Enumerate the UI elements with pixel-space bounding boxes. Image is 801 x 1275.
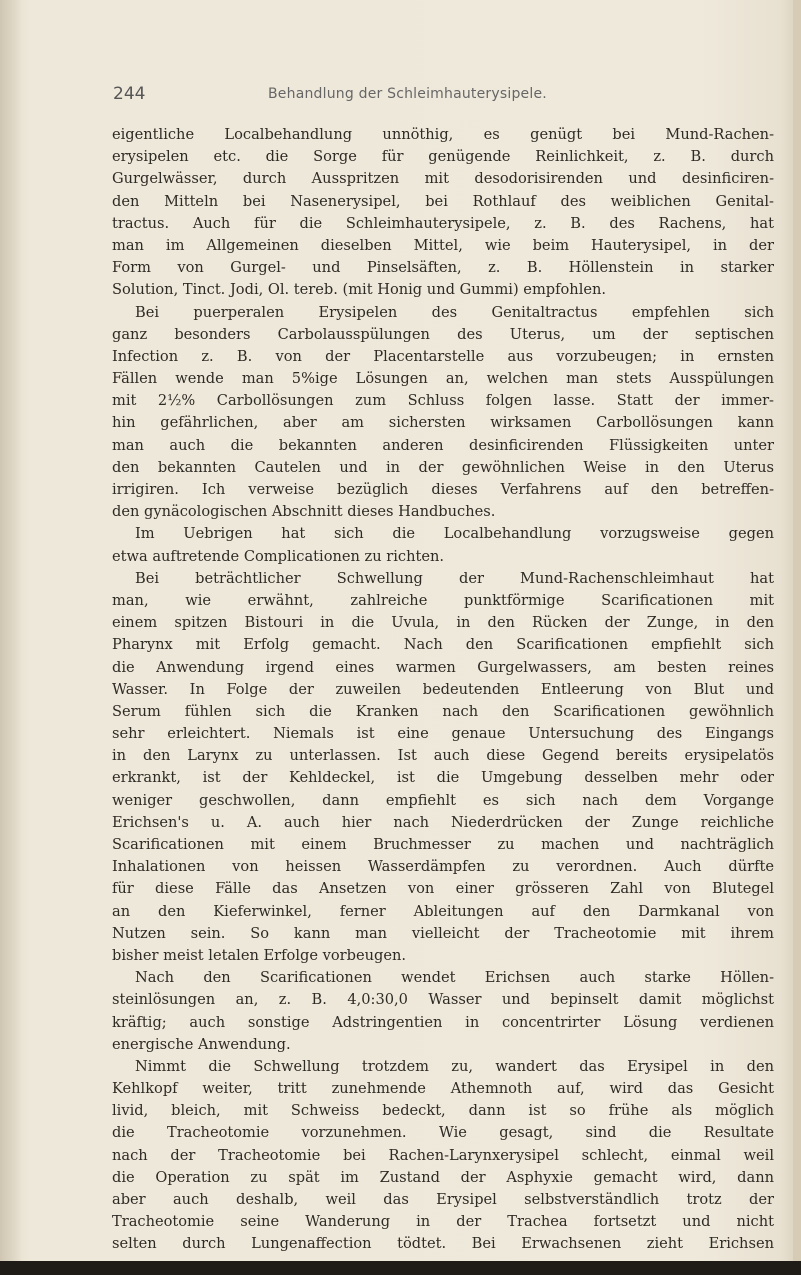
text-line: den Mitteln bei Nasenerysipel, bei Rothlauf des weiblichen Genital- <box>112 192 774 210</box>
text-line: steinlösungen an, z. B. 4,0:30,0 Wasser und bepinselt damit möglichst <box>112 991 774 1009</box>
text-line: einem spitzen Bistouri in die Uvula, in den Rücken der Zunge, in den <box>112 614 774 632</box>
text-line: Scarificationen mit einem Bruchmesser zu machen und nachträglich <box>112 836 774 853</box>
text-line: Bei puerperalen Erysipelen des Genitaltractus empfehlen sich <box>135 303 774 321</box>
text-line: selten durch Lungenaffection tödtet. Bei Erwachsenen zieht Erichsen <box>112 1235 774 1253</box>
text-line: Inhalationen von heissen Wasserdämpfen zu verordnen. Auch dürfte <box>112 858 774 876</box>
text-line: Wasser. In Folge der zuweilen bedeutenden Entleerung von Blut und <box>112 680 774 698</box>
text-line: Infection z. B. von der Placentarstelle aus vorzubeugen; in ernsten <box>112 347 774 365</box>
body-text <box>112 124 774 1256</box>
text-line: Solution, Tinct. Jodi, Ol. tereb. (mit Honig und Gummi) empfohlen. <box>112 281 607 299</box>
text-line: Fällen wende man 5%ige Lösungen an, welchen man stets Ausspülungen <box>112 370 774 388</box>
text-line: nach der Tracheotomie bei Rachen-Larynxerysipel schlecht, einmal weil <box>112 1146 774 1164</box>
text-line: ganz besonders Carbolausspülungen des Uterus, um der septischen <box>112 325 774 343</box>
text-line: Serum fühlen sich die Kranken nach den Scarificationen gewöhnlich <box>112 702 774 720</box>
text-line: hin gefährlichen, aber am sichersten wirksamen Carbollösungen kann <box>112 414 774 432</box>
text-line: man, wie erwähnt, zahlreiche punktförmige Scarificationen mit <box>112 591 774 609</box>
running-head: Behandlung der Schleimhauterysipele. <box>268 86 547 102</box>
binding-gutter <box>0 0 22 1275</box>
text-line: irrigiren. Ich verweise bezüglich dieses Verfahrens auf den betreffen- <box>112 481 774 498</box>
page-edge <box>793 0 801 1275</box>
text-line: Nutzen sein. So kann man vielleicht der Tracheotomie mit ihrem <box>112 924 774 942</box>
text-line: etwa auftretende Complicationen zu richten. <box>112 547 445 565</box>
text-line: in den Larynx zu unterlassen. Ist auch diese Gegend bereits erysipelatös <box>112 747 774 765</box>
text-line: für diese Fälle das Ansetzen von einer grösseren Zahl von Blutegel <box>112 880 774 898</box>
text-line: erysipelen etc. die Sorge für genügende Reinlichkeit, z. B. durch <box>112 148 774 166</box>
text-line: aber auch deshalb, weil das Erysipel selbstverständlich trotz der <box>112 1191 774 1208</box>
text-line: man im Allgemeinen dieselben Mittel, wie beim Hauterysipel, in der <box>112 236 774 254</box>
scan-bottom-edge <box>0 1261 801 1275</box>
text-line: Form von Gurgel- und Pinselsäften, z. B. Höllenstein in starker <box>112 259 774 277</box>
text-line: die Anwendung irgend eines warmen Gurgelwassers, am besten reines <box>112 658 774 676</box>
text-line: mit 2½% Carbollösungen zum Schluss folgen lasse. Statt der immer- <box>112 392 774 410</box>
page-number: 244 <box>113 84 146 104</box>
text-line: Erichsen's u. A. auch hier nach Niederdrücken der Zunge reichliche <box>112 813 774 831</box>
text-line: weniger geschwollen, dann empfiehlt es sich nach dem Vorgange <box>112 791 774 809</box>
text-line: sehr erleichtert. Niemals ist eine genaue Untersuchung des Eingangs <box>112 725 774 743</box>
text-line: den gynäcologischen Abschnitt dieses Handbuches. <box>112 503 496 521</box>
text-line: Im Uebrigen hat sich die Localbehandlung vorzugsweise gegen <box>135 525 774 543</box>
text-line: tractus. Auch für die Schleimhauterysipele, z. B. des Rachens, hat <box>112 214 774 232</box>
text-line: livid, bleich, mit Schweiss bedeckt, dann ist so frühe als möglich <box>112 1102 774 1120</box>
text-line: kräftig; auch sonstige Adstringentien in concentrirter Lösung verdienen <box>112 1013 774 1031</box>
text-line: die Operation zu spät im Zustand der Asphyxie gemacht wird, dann <box>112 1168 774 1186</box>
text-line: den bekannten Cautelen und in der gewöhnlichen Weise in den Uterus <box>112 458 774 476</box>
text-line: Nimmt die Schwellung trotzdem zu, wandert das Erysipel in den <box>135 1057 774 1075</box>
text-line: Gurgelwässer, durch Ausspritzen mit desodorisirenden und desinficiren- <box>112 170 774 188</box>
page-header <box>113 84 773 110</box>
text-line: Nach den Scarificationen wendet Erichsen auch starke Höllen- <box>135 969 774 987</box>
text-line: bisher meist letalen Erfolge vorbeugen. <box>112 946 406 964</box>
text-line: Kehlkopf weiter, tritt zunehmende Athemnoth auf, wird das Gesicht <box>112 1080 774 1098</box>
text-line: Pharynx mit Erfolg gemacht. Nach den Scarificationen empfiehlt sich <box>112 636 774 654</box>
text-line: man auch die bekannten anderen desinficirenden Flüssigkeiten unter <box>112 436 774 454</box>
text-line: Bei beträchtlicher Schwellung der Mund-Rachenschleimhaut hat <box>135 569 774 587</box>
text-line: eigentliche Localbehandlung unnöthig, es genügt bei Mund-Rachen- <box>112 126 774 143</box>
text-line: an den Kieferwinkel, ferner Ableitungen auf den Darmkanal von <box>112 902 774 920</box>
text-line: energische Anwendung. <box>112 1035 291 1053</box>
text-line: Tracheotomie seine Wanderung in der Trachea fortsetzt und nicht <box>112 1213 774 1231</box>
text-line: erkrankt, ist der Kehldeckel, ist die Umgebung desselben mehr oder <box>112 769 774 787</box>
text-line: die Tracheotomie vorzunehmen. Wie gesagt, sind die Resultate <box>112 1124 774 1142</box>
